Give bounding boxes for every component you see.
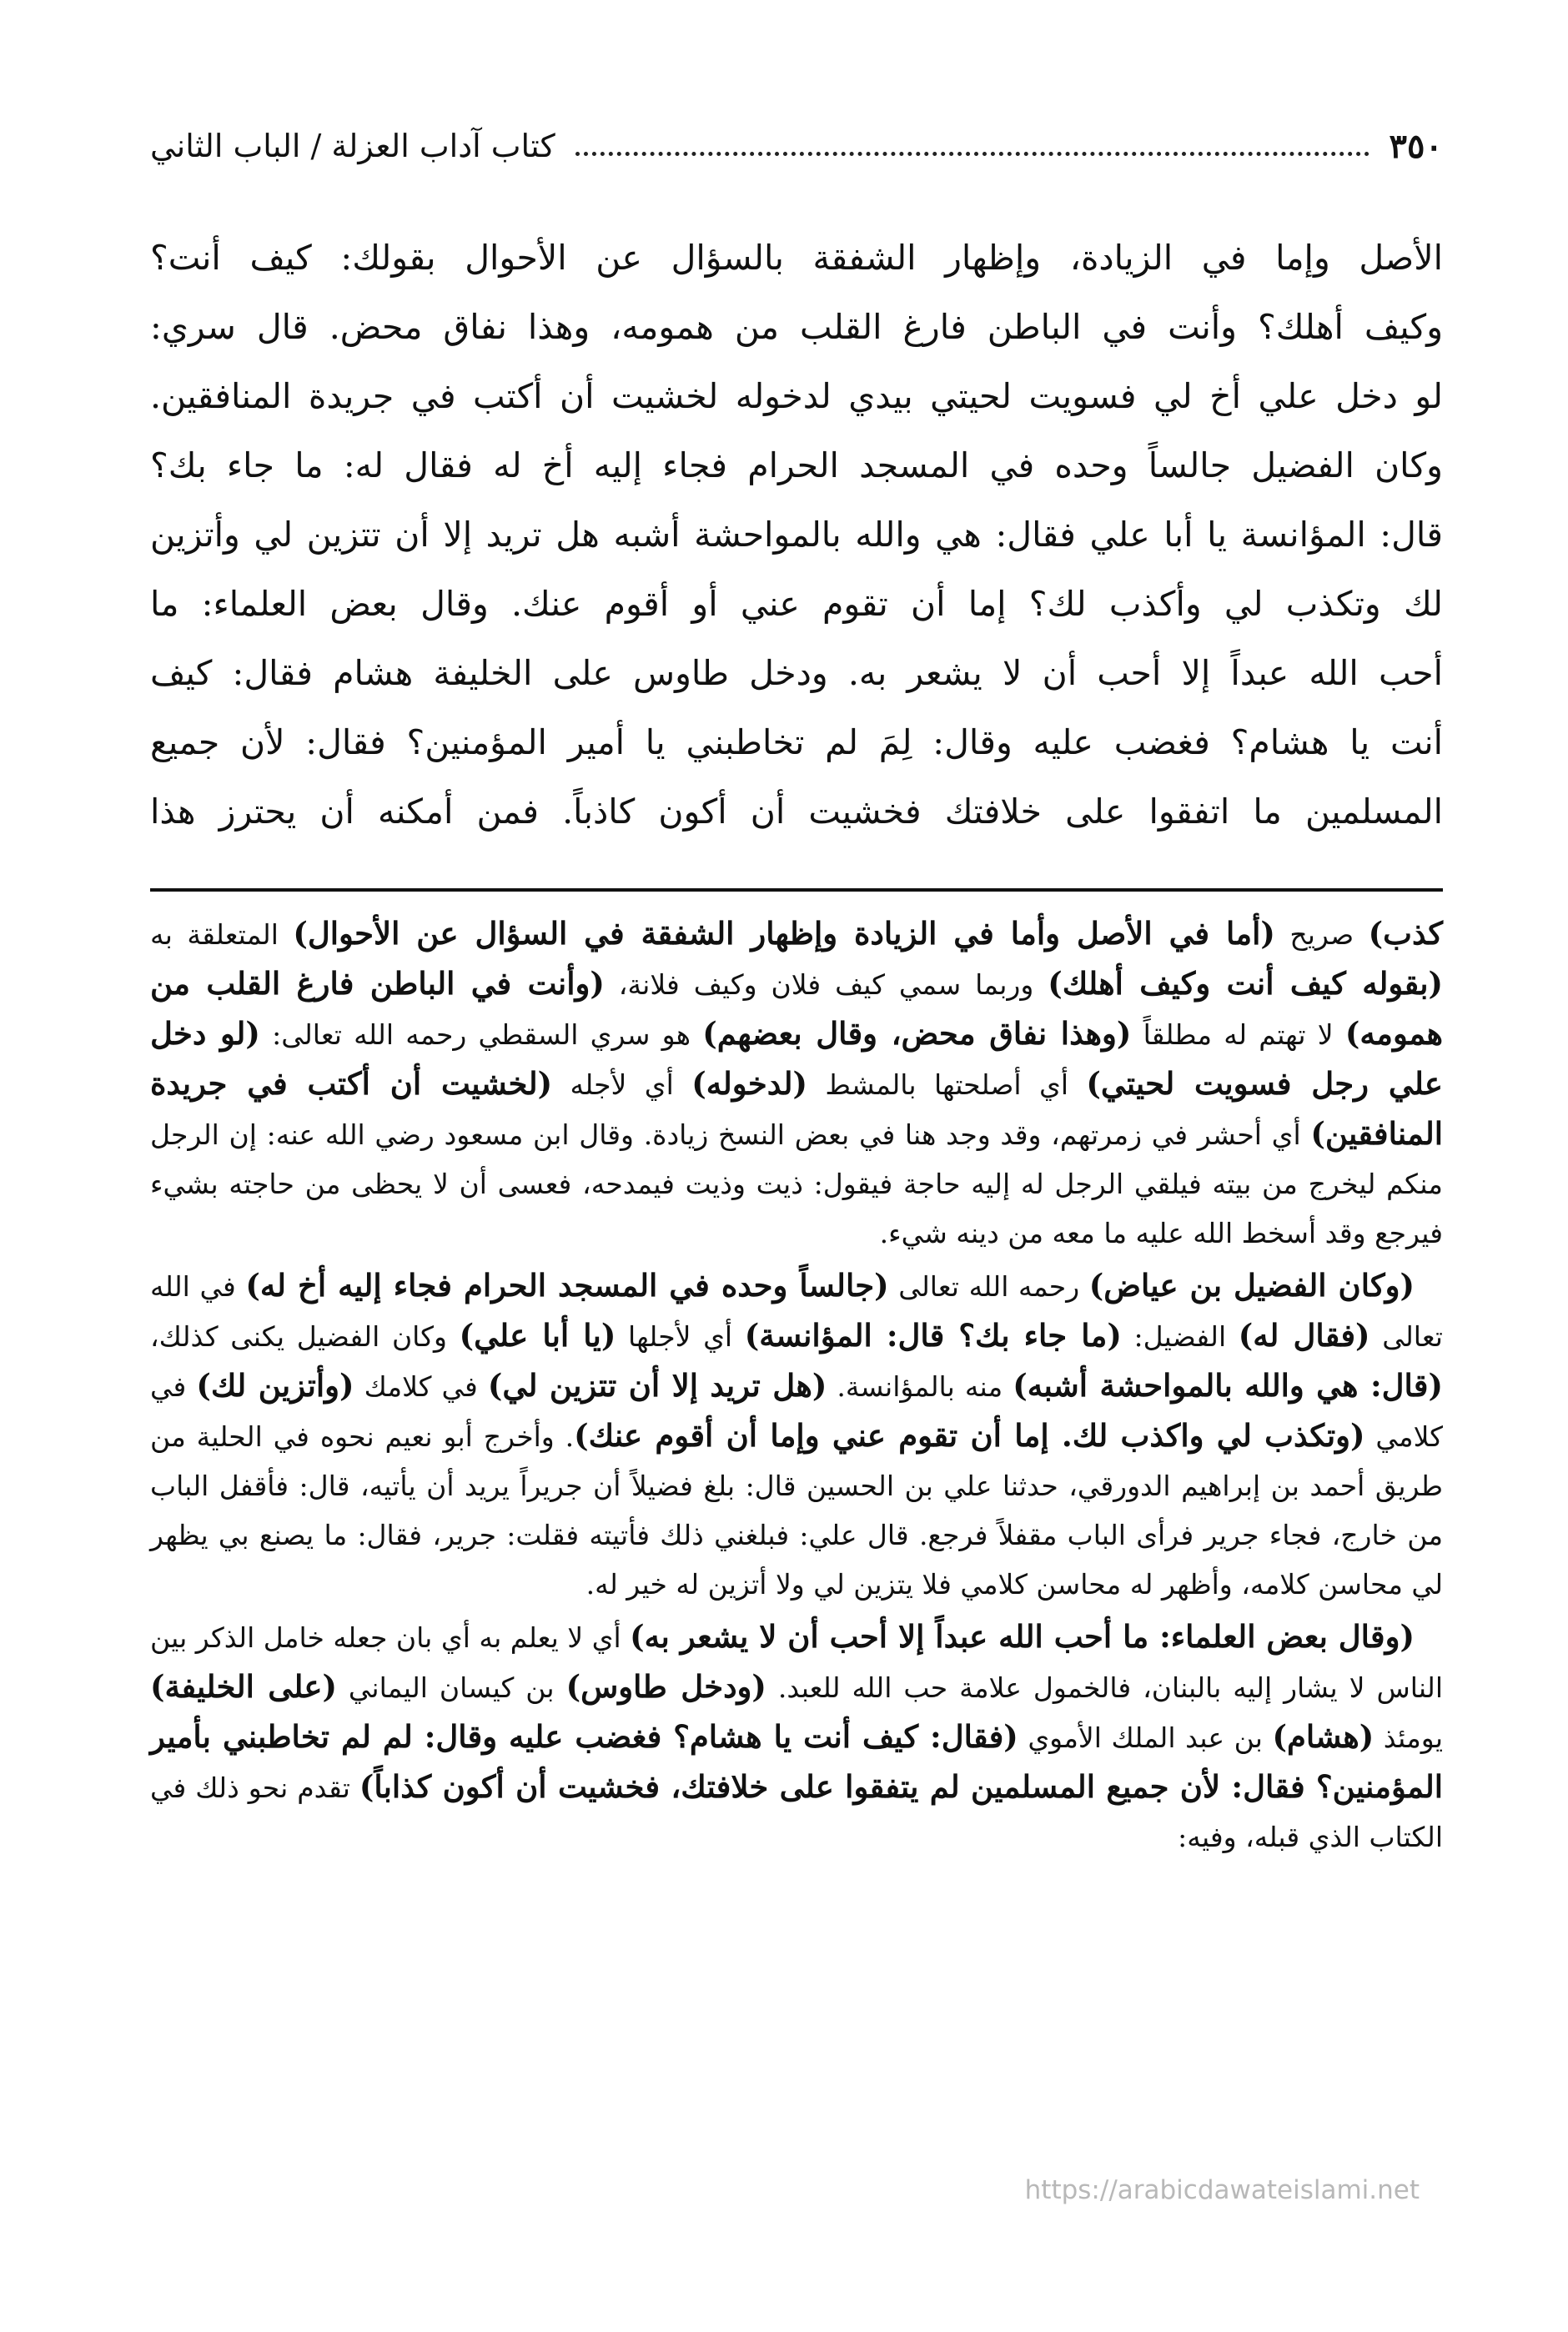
quoted-text: (وقال بعض العلماء: ما أحب الله عبداً إلا أحب أن لا يشعر به) [630,1618,1415,1655]
quoted-text: (لدخوله) [691,1065,807,1102]
quoted-text: (وأتزين لك) [196,1367,354,1404]
commentary-text: وربما سمي كيف فلان وكيف فلانة، [604,968,1048,1001]
quoted-text: (جالساً وحده في المسجد الحرام فجاء إليه أخ له) [245,1267,889,1304]
main-line: وكان الفضيل جالساً وحده في المسجد الحرام فجاء إليه أخ له فقال له: ما جاء بك؟ [150,445,1443,485]
commentary-text: منه بالمؤانسة. [827,1370,1013,1403]
commentary-text: بن كيسان اليماني [336,1671,566,1704]
commentary-text: تقدم نحو ذلك في الكتاب الذي قبله، وفيه: [150,1772,1443,1853]
commentary-text: لا تهتم له مطلقاً [1131,1018,1345,1051]
quoted-text: (وأنت في الباطن فارغ القلب من همومه) [150,965,1443,1052]
quoted-text: (ودخل طاوس) [565,1668,766,1705]
quoted-text: (فقال له) [1238,1317,1370,1354]
separator-rule [150,888,1443,892]
commentary-text: الفضيل: [1121,1320,1239,1353]
quoted-text: (وهذا نفاق محض، وقال بعضهم) [702,1015,1132,1052]
quoted-text: (ما جاء بك؟ قال: المؤانسة) [744,1317,1122,1354]
main-line: لو دخل علي أخ لي فسويت لحيتي بيدي لدخوله لخشيت أن أكتب في جريدة المنافقين. [150,376,1443,416]
main-line: أحب الله عبداً إلا أحب أن لا يشعر به. ودخل طاوس على الخليفة هشام فقال: كيف [150,653,1443,693]
quoted-text: (لخشيت أن أكتب في جريدة المنافقين) [150,1065,1443,1152]
page-header [150,117,1443,175]
commentary-text: يومئذ [1374,1721,1443,1754]
quoted-text: (يا أبا علي) [459,1317,616,1354]
main-line: وكيف أهلك؟ وأنت في الباطن فارغ القلب من همومه، وهذا نفاق محض. قال سري: [150,307,1443,347]
main-line: لك وتكذب لي وأكذب لك؟ إما أن تقوم عني أو أقوم عنك. وقال بعض العلماء: ما [150,584,1443,624]
commentary-text: في كلامك [354,1370,488,1403]
quoted-text: (وكان الفضيل بن عياض) [1088,1267,1415,1304]
watermark-url: https://arabicdawateislami.net [1024,2175,1420,2205]
commentary-text: هو سري السقطي رحمه الله تعالى: [259,1018,703,1051]
commentary-paragraph [150,1612,1443,1862]
main-line: قال: المؤانسة يا أبا علي فقال: هي والله بالمواحشة أشبه هل تريد إلا أن تتزين لي وأتزين [150,515,1443,555]
main-line: الأصل وإما في الزيادة، وإظهار الشفقة بالسؤال عن الأحوال بقولك: كيف أنت؟ [150,238,1443,278]
commentary-paragraph [150,1261,1443,1609]
quoted-text: (هشام) [1272,1718,1375,1755]
main-line: أنت يا هشام؟ فغضب عليه وقال: لِمَ لم تخاطبني يا أمير المؤمنين؟ فقال: لأن جميع [150,722,1443,762]
quoted-text: (وتكذب لي واكذب لك. إما أن تقوم عني وإما أن أقوم عنك) [574,1417,1365,1454]
commentary-text: في الله تعالى [150,1270,1443,1353]
dotted-leader [575,137,1369,156]
commentary-paragraph [150,909,1443,1258]
commentary [150,909,1443,1865]
commentary-text: أي لا يعلم به أي بان جعله خامل الذكر بين الناس لا يشار إليه بالبنان، فالخمول علامة حب الله للعبد. [150,1621,1443,1704]
commentary-text: أي أصلحتها بالمشط [807,1068,1087,1101]
quoted-text: (قال: هي والله بالمواحشة أشبه) [1013,1367,1443,1404]
commentary-text: أي لأجلها [616,1320,745,1353]
quoted-text: كذب) [1368,915,1443,952]
commentary-text: في كلامي [150,1370,1444,1453]
commentary-text: أي أحشر في زمرتهم، وقد وجد هنا في بعض النسخ زيادة. وقال ابن مسعود رضي الله عنه: إن الرجل منكم ليخرج من بيته فيلقي الرجل له إليه حاجة فيقول: ذيت وذيت فيمدحه، فعسى أن لا يحظى من حاجته بشيء فيرجع وقد أسخط الله عليه ما معه من دينه شيء. [150,1118,1443,1249]
quoted-text: (بقوله كيف أنت وكيف أهلك) [1048,965,1443,1002]
commentary-text: . وأخرج أبو نعيم نحوه في الحلية من طريق أحمد بن إبراهيم الدورقي، حدثنا علي بن الحسين قال: بلغ فضيلاً أن جريراً يريد أن يأتيه، قال: فأقفل الباب من خارج، فجاء جرير فرأى الباب مقفلاً فرجع. قال علي: فبلغني ذلك فأتيته فقلت: جرير، فقال: ما يصنع بي يظهر لي محاسن كلامه، وأظهر له محاسن كلامي فلا يتزين لي ولا أتزين له خير له. [150,1420,1443,1601]
quoted-text: (على الخليفة) [150,1668,337,1705]
quoted-text: (أما في الأصل وأما في الزيادة وإظهار الشفقة في السؤال عن الأحوال) [293,915,1275,952]
commentary-text: أي لأجله [552,1068,692,1101]
running-title: كتاب آداب العزلة / الباب الثاني [150,128,555,164]
page-number: ٣٥٠ [1389,126,1443,166]
quoted-text: (هل تريد إلا أن تتزين لي) [487,1367,827,1404]
main-line: المسلمين ما اتفقوا على خلافتك فخشيت أن أكون كاذباً. فمن أمكنه أن يحترز هذا [150,792,1443,832]
commentary-text: رحمه الله تعالى [888,1270,1089,1303]
commentary-text: المتعلقة به [150,918,294,951]
commentary-text: وكان الفضيل يكنى كذلك، [150,1320,460,1353]
commentary-text: صريح [1274,918,1369,951]
main-text [150,224,1443,847]
quoted-text: (فقال: كيف أنت يا هشام؟ فغضب عليه وقال: لم لم تخاطبني بأمير المؤمنين؟ فقال: لأن جميع المسلمين لم يتفقوا على خلافتك، فخشيت أن أكون كذاباً) [150,1718,1443,1805]
quoted-text: (لو دخل علي رجل فسويت لحيتي) [150,1015,1443,1102]
commentary-text: بن عبد الملك الأموي [1018,1721,1273,1754]
